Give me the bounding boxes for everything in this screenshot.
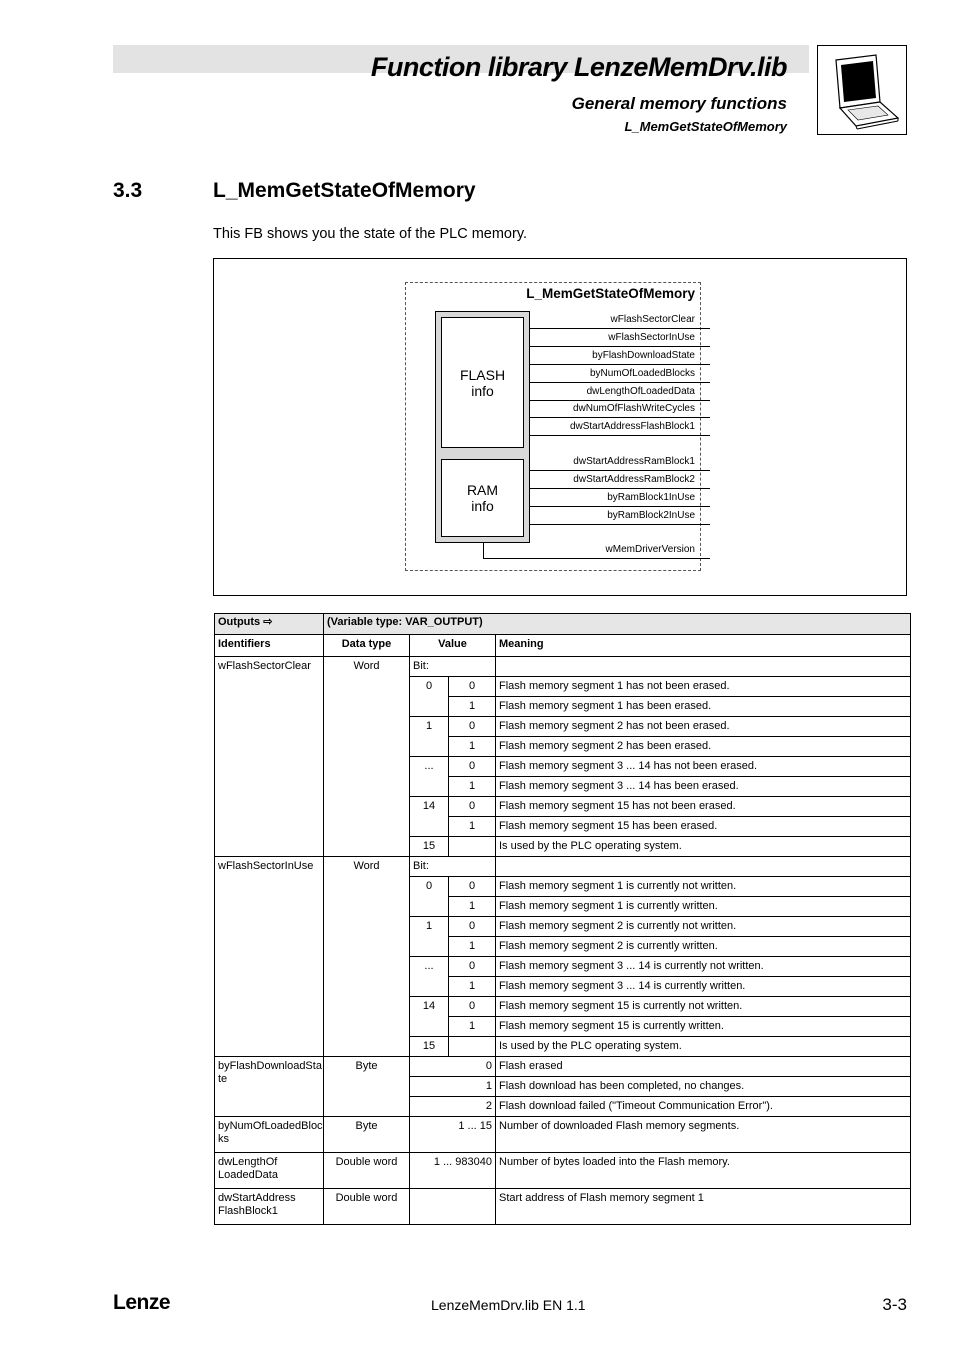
datatype-cell: Byte [324,1057,410,1117]
table-row [215,1057,911,1077]
bit-cell: 0 [410,877,449,917]
datatype-cell: Word [324,657,410,857]
meaning-cell: Flash memory segment 15 has been erased. [496,817,911,837]
section-subtitle: L_MemGetStateOfMemory [624,119,787,134]
meaning-cell: Is used by the PLC operating system. [496,837,911,857]
bit-cell: 0 [410,677,449,717]
meaning-cell [496,857,911,877]
section-title: L_MemGetStateOfMemory [213,179,476,202]
meaning-cell: Flash memory segment 2 is currently written. [496,937,911,957]
meaning-cell: Flash memory segment 2 has not been erased. [496,717,911,737]
meaning-cell: Flash memory segment 2 has been erased. [496,737,911,757]
value-cell: 0 [449,757,496,777]
output-label: byRamBlock2InUse [607,510,695,521]
bit-cell: 14 [410,797,449,837]
output-label: dwStartAddressRamBlock1 [573,456,695,467]
flash-info-box [441,317,524,448]
output-line [530,435,710,436]
function-block-diagram [213,258,907,596]
datatype-cell: Byte [324,1117,410,1153]
meaning-cell: Flash memory segment 1 has not been erased. [496,677,911,697]
value-cell: 0 [410,1057,496,1077]
meaning-cell: Flash download has been completed, no changes. [496,1077,911,1097]
bit-cell: 1 [410,917,449,957]
value-cell: 1 [449,977,496,997]
table-row [215,657,911,677]
identifier-cell: dwStartAddress FlashBlock1 [215,1189,324,1225]
output-line [530,400,710,401]
bit-cell: 15 [410,837,449,857]
bit-cell: 14 [410,997,449,1037]
meaning-cell: Flash memory segment 2 is currently not written. [496,917,911,937]
output-line [530,506,710,507]
col-meaning: Meaning [496,635,911,657]
table-column-headers [215,635,911,657]
output-label: wFlashSectorInUse [608,332,695,343]
value-cell: 1 [449,737,496,757]
output-line [530,364,710,365]
datatype-cell: Double word [324,1153,410,1189]
identifier-cell: byNumOfLoadedBloc ks [215,1117,324,1153]
col-datatype: Data type [324,635,410,657]
outputs-header: Outputs ⇨ [215,614,324,635]
output-label: dwLengthOfLoadedData [586,386,695,397]
intro-text: This FB shows you the state of the PLC memory. [213,226,528,242]
value-cell: 0 [449,677,496,697]
outputs-table [214,613,911,1225]
output-line [530,470,710,471]
meaning-cell [496,657,911,677]
value-cell: 1 [449,1017,496,1037]
function-block-title: L_MemGetStateOfMemory [526,286,695,301]
ram-label: RAM [466,482,499,498]
value-cell: 0 [449,717,496,737]
meaning-cell: Number of downloaded Flash memory segments. [496,1117,911,1153]
meaning-cell: Start address of Flash memory segment 1 [496,1189,911,1225]
value-cell: 1 [410,1077,496,1097]
footer-document-id: LenzeMemDrv.lib EN 1.1 [431,1297,586,1313]
value-cell: 1 [449,817,496,837]
output-label: byRamBlock1InUse [607,492,695,503]
output-line [530,382,710,383]
value-cell: 1 [449,897,496,917]
table-row [215,857,911,877]
output-line [530,328,710,329]
identifier-cell: byFlashDownloadSta te [215,1057,324,1117]
output-label: dwStartAddressRamBlock2 [573,474,695,485]
value-cell: 0 [449,957,496,977]
section-number: 3.3 [113,179,143,202]
value-cell: 1 ... 15 [410,1117,496,1153]
laptop-icon [817,45,907,135]
output-label: dwStartAddressFlashBlock1 [569,421,695,432]
output-label: byNumOfLoadedBlocks [589,368,695,379]
meaning-cell: Flash memory segment 3 ... 14 is currently not written. [496,957,911,977]
output-label: dwNumOfFlashWriteCycles [572,403,695,414]
value-cell: 0 [449,917,496,937]
value-cell: 0 [449,877,496,897]
table-header-row [215,614,911,635]
driver-line-vertical [483,543,484,558]
driver-line-horizontal [483,558,710,559]
bit-cell: 15 [410,1037,449,1057]
meaning-cell: Flash memory segment 1 is currently written. [496,897,911,917]
value-cell: 0 [449,997,496,1017]
value-cell: 1 [449,697,496,717]
meaning-cell: Flash download failed ("Timeout Communication Error"). [496,1097,911,1117]
ram-info-box [441,459,524,537]
value-cell: 1 ... 983040 [410,1153,496,1189]
value-cell: 1 [449,777,496,797]
flash-info-label: info [471,382,494,399]
datatype-cell: Double word [324,1189,410,1225]
bit-label: Bit: [410,657,496,677]
lenze-logo: Lenze [113,1291,171,1314]
identifier-cell: wFlashSectorInUse [215,857,324,1057]
meaning-cell: Flash memory segment 15 has not been erased. [496,797,911,817]
meaning-cell: Flash erased [496,1057,911,1077]
output-line [530,488,710,489]
bit-label: Bit: [410,857,496,877]
ram-info-label: info [471,498,494,514]
meaning-cell: Is used by the PLC operating system. [496,1037,911,1057]
output-label: wMemDriverVersion [605,544,695,555]
value-cell [449,1037,496,1057]
value-cell: 1 [449,937,496,957]
meaning-cell: Flash memory segment 1 is currently not written. [496,877,911,897]
flash-label: FLASH [459,366,506,383]
page-title: Function library LenzeMemDrv.lib [370,52,787,82]
col-identifiers: Identifiers [215,635,324,657]
col-value: Value [410,635,496,657]
identifier-cell: dwLengthOf LoadedData [215,1153,324,1189]
table-row [215,1153,911,1189]
table-row [215,1117,911,1153]
chapter-subtitle: General memory functions [571,94,787,113]
meaning-cell: Flash memory segment 3 ... 14 is currently written. [496,977,911,997]
meaning-cell: Number of bytes loaded into the Flash memory. [496,1153,911,1189]
bit-cell: ... [410,957,449,997]
bit-cell: ... [410,757,449,797]
output-line [530,346,710,347]
identifier-cell: wFlashSectorClear [215,657,324,857]
meaning-cell: Flash memory segment 3 ... 14 has not been erased. [496,757,911,777]
meaning-cell: Flash memory segment 15 is currently not written. [496,997,911,1017]
value-cell [449,837,496,857]
meaning-cell: Flash memory segment 1 has been erased. [496,697,911,717]
value-cell [410,1189,496,1225]
output-line [530,417,710,418]
output-label: byFlashDownloadState [592,350,695,361]
meaning-cell: Flash memory segment 15 is currently written. [496,1017,911,1037]
page-number: 3-3 [882,1295,907,1314]
output-label: wFlashSectorClear [610,314,695,325]
bit-cell: 1 [410,717,449,757]
meaning-cell: Flash memory segment 3 ... 14 has been erased. [496,777,911,797]
value-cell: 0 [449,797,496,817]
output-line [530,524,710,525]
datatype-cell: Word [324,857,410,1057]
value-cell: 2 [410,1097,496,1117]
vartype-header: (Variable type: VAR_OUTPUT) [324,614,911,635]
table-row [215,1189,911,1225]
